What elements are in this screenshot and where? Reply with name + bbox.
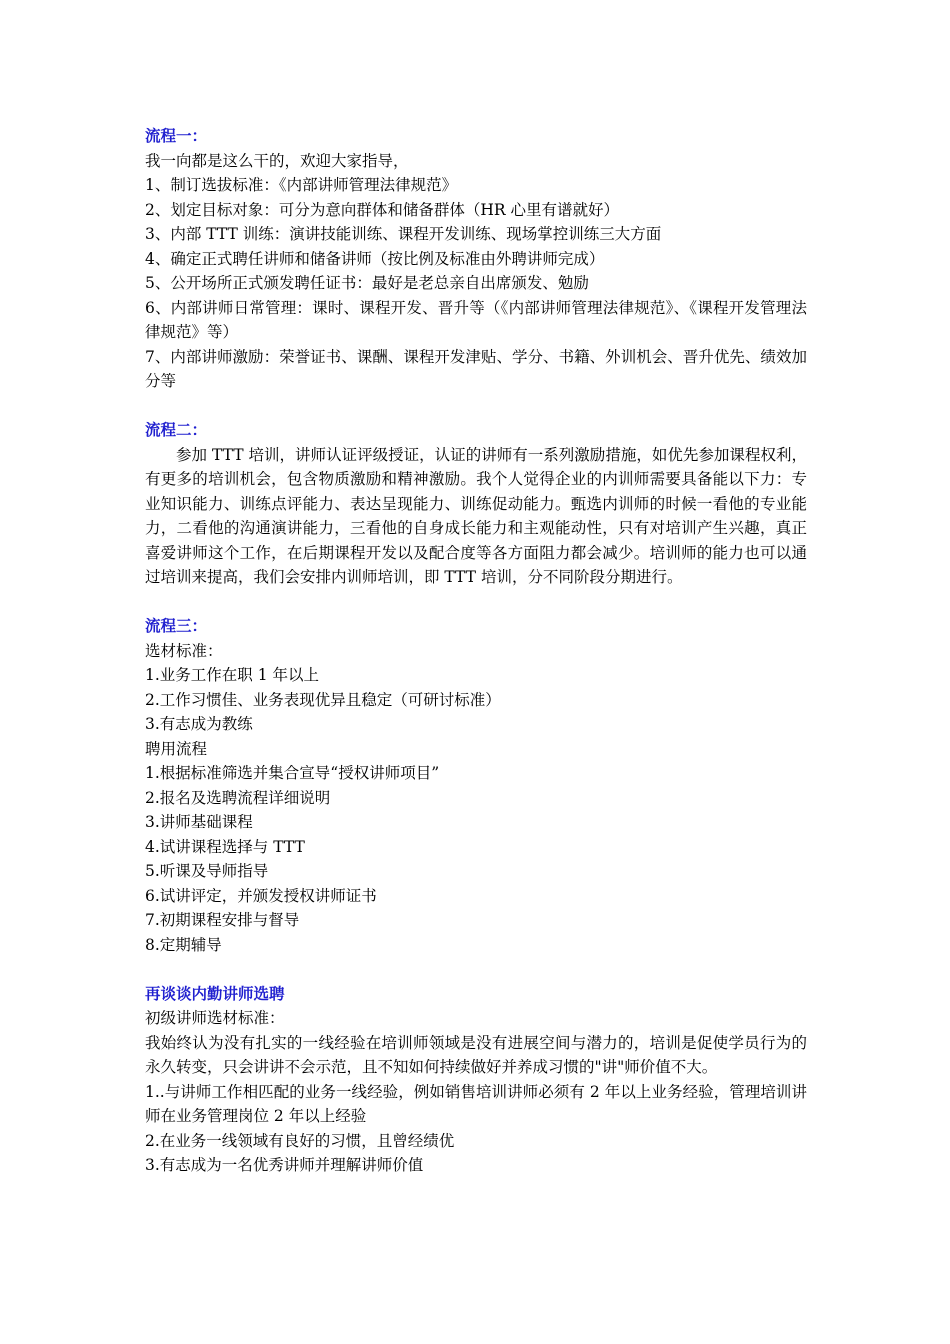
spacer xyxy=(145,394,807,419)
section2-heading: 流程二： xyxy=(145,420,208,439)
section2-paragraph: 参加 TTT 培训，讲师认证评级授证，认证的讲师有一系列激励措施，如优先参加课程权利，有更多的培训机会，包含物质激励和精神激励。我个人觉得企业的内训师需要具备能以下力：专业知识能力、训练点评能力、表达呈现能力、训练促动能力。甄选内训师的时候一看他的专业能力，二看他的沟通演讲能力，三看他的自身成长能力和主观能动性，只有对培训产生兴趣，真正喜爱讲师这个工作，在后期课程开发以及配合度等各方面阻力都会减少。培训师的能力也可以通过培训来提高，我们会安排内训师培训，即 TTT 培训，分不同阶段分期进行。 xyxy=(145,445,807,586)
section1-heading: 流程一： xyxy=(145,126,208,145)
section3-process-item: 8.定期辅导 xyxy=(145,935,222,954)
section4-subtitle: 初级讲师选材标准： xyxy=(145,1009,285,1027)
section3-process-title: 聘用流程 xyxy=(145,739,208,758)
section1-item: 7、内部讲师激励：荣誉证书、课酬、课程开发津贴、学分、书籍、外训机会、晋升优先、绩效加分等 xyxy=(145,347,807,390)
section3-process-item: 6.试讲评定，并颁发授权讲师证书 xyxy=(145,886,377,905)
section3-criteria-item: 3.有志成为教练 xyxy=(145,715,253,733)
section4-heading: 再谈谈内勤讲师选聘 xyxy=(145,983,285,1003)
section3-criteria-item: 1.业务工作在职 1 年以上 xyxy=(145,666,320,684)
section3-process-item: 2.报名及选聘流程详细说明 xyxy=(145,788,331,807)
section4-item: 2.在业务一线领域有良好的习惯，且曾经绩优 xyxy=(145,1131,455,1150)
section4-item: 3.有志成为一名优秀讲师并理解讲师价值 xyxy=(145,1156,424,1174)
section1-item: 4、确定正式聘任讲师和储备讲师（按比例及标准由外聘讲师完成） xyxy=(145,249,605,268)
section1-item: 6、内部讲师日常管理：课时、课程开发、晋升等（《内部讲师管理法律规范》、《课程开发管理法律规范》等） xyxy=(145,298,807,341)
section3-process-item: 1.根据标准筛选并集合宣导“授权讲师项目” xyxy=(145,764,440,782)
section1-item: 2、划定目标对象：可分为意向群体和储备群体（HR 心里有谱就好） xyxy=(145,200,619,219)
spacer xyxy=(145,957,807,982)
section1-item: 3、内部 TTT 训练：演讲技能训练、课程开发训练、现场掌控训练三大方面 xyxy=(145,225,662,243)
spacer xyxy=(145,590,807,615)
section1-item: 1、制订选拔标准：《内部讲师管理法律规范》 xyxy=(145,176,458,194)
section3-heading: 流程三： xyxy=(145,616,208,635)
section3-process-item: 4.试讲课程选择与 TTT xyxy=(145,837,305,856)
section4-item: 1..与讲师工作相匹配的业务一线经验，例如销售培训讲师必须有 2 年以上业务经验，管理培训讲师在业务管理岗位 2 年以上经验 xyxy=(145,1082,807,1125)
section3-criteria-item: 2.工作习惯佳、业务表现优异且稳定（可研讨标准） xyxy=(145,690,501,709)
section3-process-item: 7.初期课程安排与督导 xyxy=(145,911,300,929)
section1-item: 5、公开场所正式颁发聘任证书：最好是老总亲自出席颁发、勉励 xyxy=(145,274,589,292)
document-page xyxy=(145,124,807,1178)
section1-intro: 我一向都是这么干的，欢迎大家指导， xyxy=(145,151,409,170)
section3-criteria-title: 选材标准： xyxy=(145,641,223,660)
section3-process-item: 3.讲师基础课程 xyxy=(145,813,253,831)
section3-process-item: 5.听课及导师指导 xyxy=(145,862,269,880)
section4-intro: 我始终认为没有扎实的一线经验在培训师领域是没有进展空间与潜力的，培训是促使学员行为的永久转变，只会讲讲不会示范，且不知如何持续做好并养成习惯的"讲"师价值不大。 xyxy=(145,1033,807,1076)
